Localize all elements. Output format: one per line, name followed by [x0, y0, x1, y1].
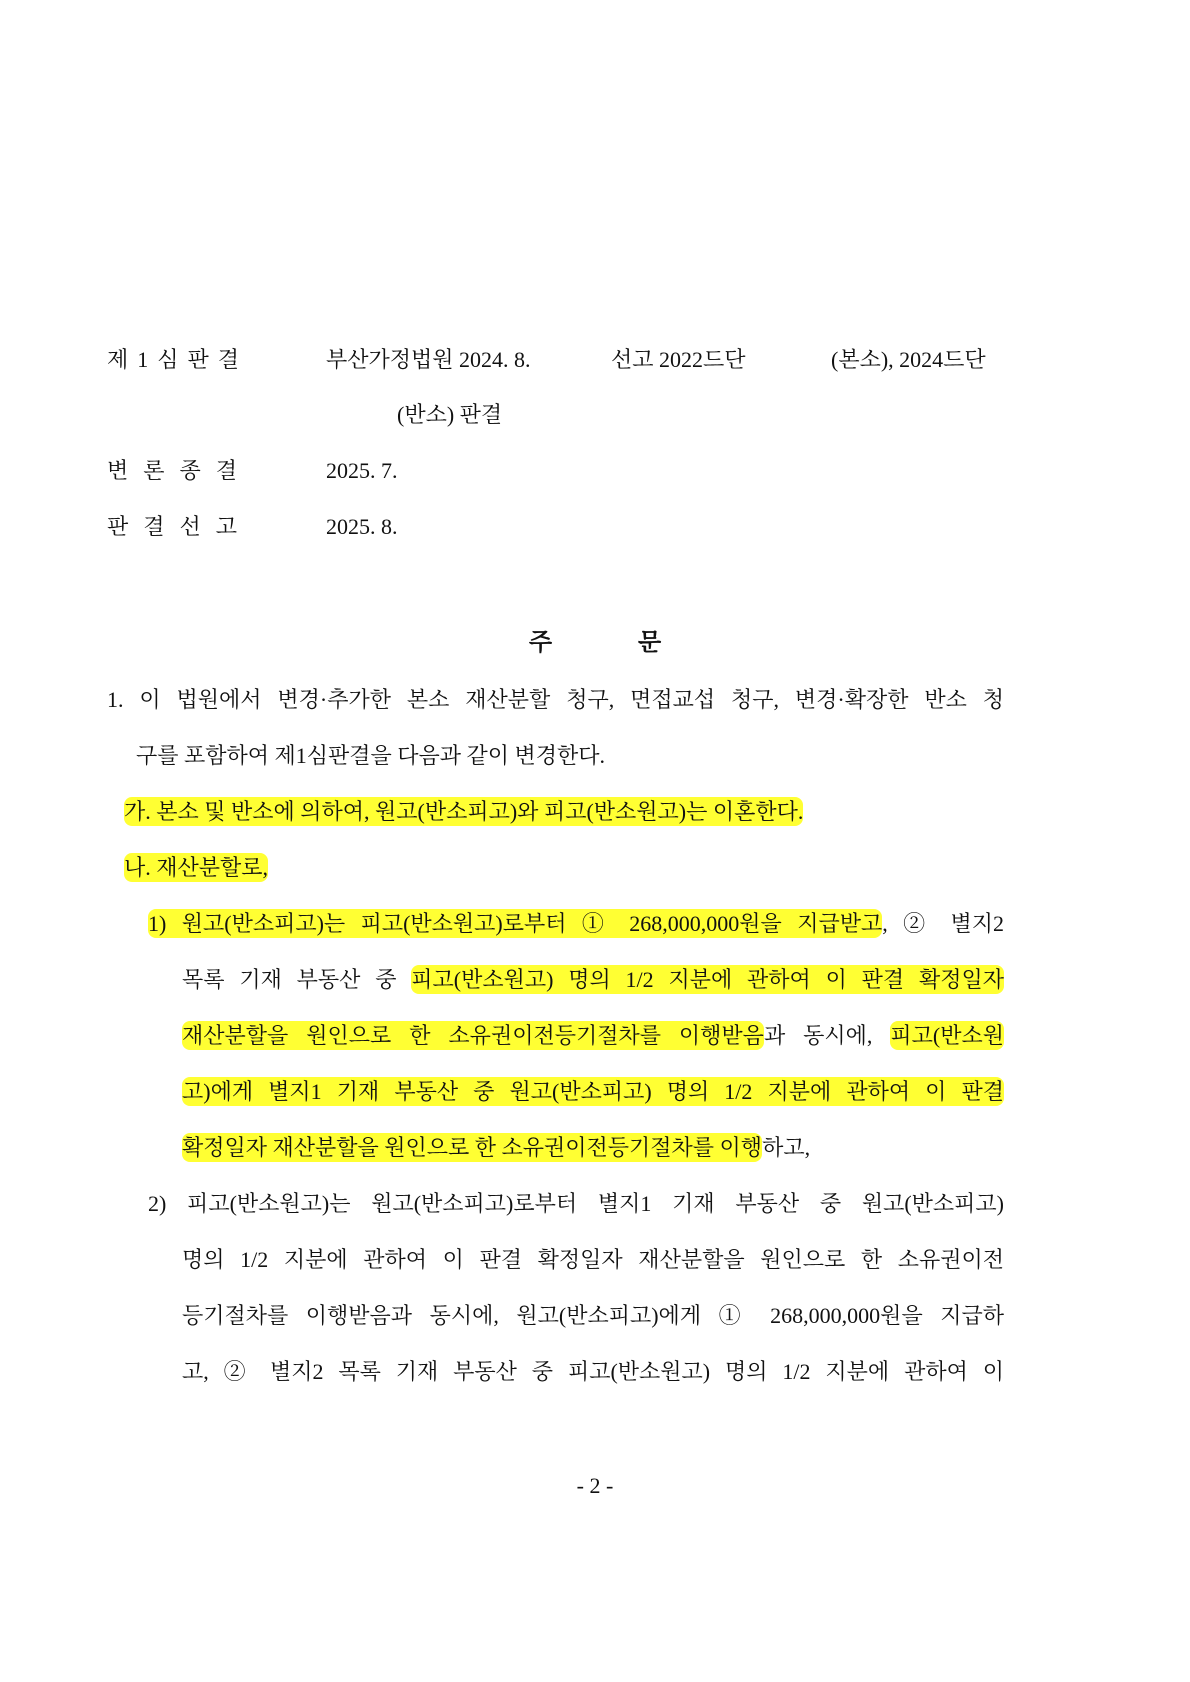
body-line: [182, 1243, 1004, 1277]
highlighted-text: 재산분할을 원인으로 한 소유권이전등기절차를 이행받음: [182, 1023, 764, 1048]
highlighted-text: 가. 본소 및 반소에 의하여, 원고(반소피고)와 피고(반소원고)는 이혼한다.: [124, 799, 804, 824]
body-line: [182, 963, 1004, 997]
highlighted-text: 피고(반소원고) 명의 1/2 지분에 관하여 이 판결 확정일자: [411, 967, 1004, 992]
body-line: [182, 1075, 1004, 1109]
body-line: [182, 1299, 1004, 1333]
body-line: [124, 795, 803, 829]
body-line: [182, 1355, 1004, 1389]
text-segment: 1. 이 법원에서 변경·추가한 본소 재산분할 청구, 면접교섭 청구, 변경·확장한 반소 청: [107, 687, 1004, 712]
text-segment: 명의 1/2 지분에 관하여 이 판결 확정일자 재산분할을 원인으로 한 소유권이전: [182, 1247, 1004, 1272]
first-instance-label: 제1심판결: [107, 347, 249, 372]
judgment-label: 판결선고: [107, 514, 253, 539]
page-number: - 2 -: [576, 1473, 614, 1498]
first-instance-case-counter: (본소), 2024드단: [831, 347, 986, 372]
body-line: [148, 907, 1004, 941]
highlighted-text: 피고(반소원: [890, 1023, 1004, 1048]
text-segment: 구를 포함하여 제1심판결을 다음과 같이 변경한다.: [136, 743, 606, 768]
body-line: [136, 739, 605, 773]
first-instance-cont: (반소) 판결: [397, 402, 503, 427]
text-segment: 고, ② 별지2 목록 기재 부동산 중 피고(반소원고) 명의 1/2 지분에 관하여 이: [182, 1359, 1004, 1384]
first-instance-case: 선고 2022드단: [611, 347, 746, 372]
text-segment: 목록 기재 부동산 중: [182, 967, 412, 992]
text-segment: 등기절차를 이행받음과 동시에, 원고(반소피고)에게 ① 268,000,000원을 지급하: [182, 1303, 1004, 1328]
text-segment: 2) 피고(반소원고)는 원고(반소피고)로부터 별지1 기재 부동산 중 원고(반소피고): [148, 1191, 1004, 1216]
body-line: [124, 851, 268, 885]
body-line: [107, 683, 1004, 717]
section-title: 주 문: [528, 630, 662, 656]
first-instance-court: 부산가정법원 2024. 8.: [326, 347, 531, 372]
text-segment: 하고,: [762, 1135, 811, 1160]
closing-label: 변론종결: [107, 458, 253, 483]
body-line: [182, 1019, 1004, 1053]
judgment-date: 2025. 8.: [326, 514, 398, 539]
text-segment: , ② 별지2: [882, 911, 1004, 936]
highlighted-text: 나. 재산분할로,: [124, 855, 269, 880]
closing-date: 2025. 7.: [326, 458, 398, 483]
highlighted-text: 고)에게 별지1 기재 부동산 중 원고(반소피고) 명의 1/2 지분에 관하여 이 판결: [182, 1079, 1004, 1104]
body-line: [148, 1187, 1004, 1221]
highlighted-text: 확정일자 재산분할을 원인으로 한 소유권이전등기절차를 이행: [182, 1135, 763, 1160]
highlighted-text: 1) 원고(반소피고)는 피고(반소원고)로부터 ① 268,000,000원을 지급받고: [148, 911, 883, 936]
body-line: [182, 1131, 810, 1165]
text-segment: 과 동시에,: [763, 1023, 891, 1048]
